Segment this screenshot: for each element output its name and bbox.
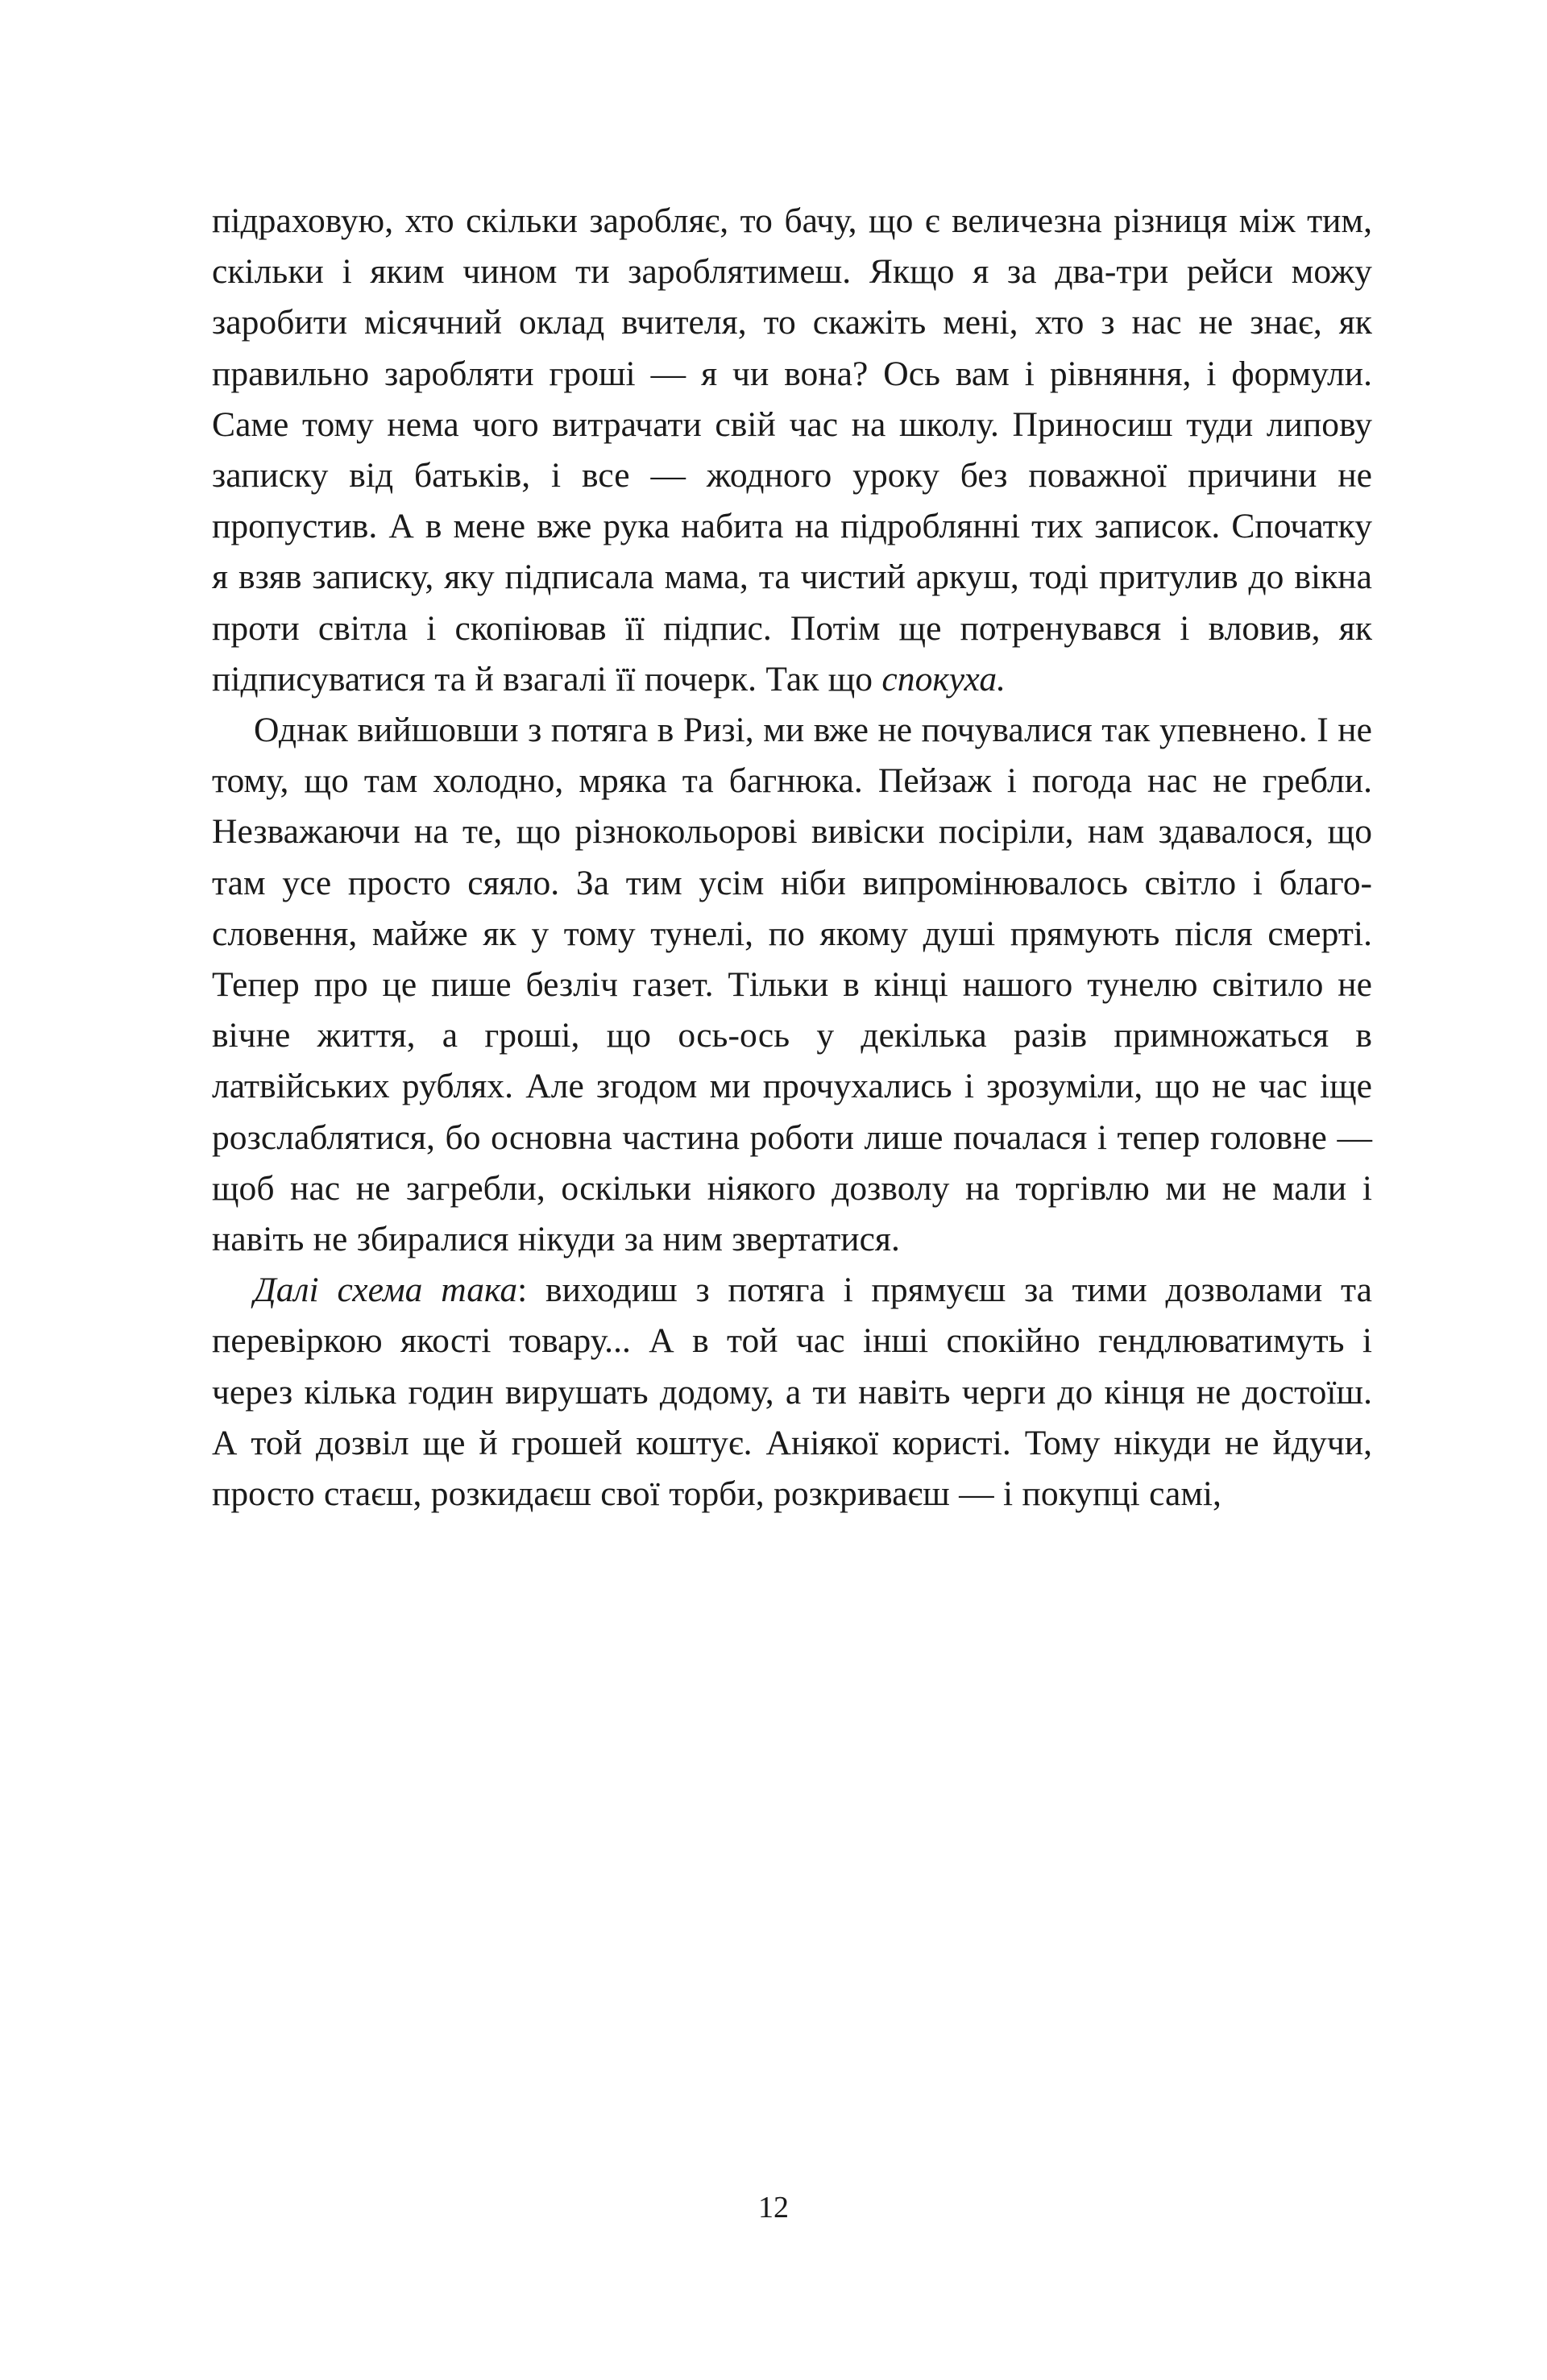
paragraph-run-italic: спокуха. (881, 659, 1006, 699)
paragraph-run-text: підраховую, хто скільки заробляє, то бачу, що є величезна різниця між тим, скільки і яким чином ти зароблятимеш. Якщо я за два-три рейси можу заробити місячний оклад вчителя, то скажіть мені, хто з нас не знає, як правильно заробляти гроші — я чи вона? Ось вам і рівняння, і формули. Саме тому нема чого витрачати свій час на школу. Приносиш туди липову записку від батьків, і все — жодного уроку без поважної причини не пропустив. А в мене вже рука набита на підроблянні тих записок. Спочатку я взяв записку, яку підписала мама, та чистий аркуш, тоді притулив до вікна проти світла і скопіював її підпис. Потім ще потренувався і вловив, як підписуватися та й взагалі її почерк. Так що (212, 201, 1372, 699)
paragraph-run-italic: Далі схема така (254, 1271, 518, 1310)
paragraph-body (212, 1265, 1372, 1520)
paragraph-run-text: Однак вийшовши з потяга в Ризі, ми вже не почувалися так упевнено. І не тому, що там холодно, мряка та багнюка. Пейзаж і погода нас не гребли. Незважаючи на те, що різнокольорові вивіски посіріли, нам здавалося, що там усе просто сяяло. За тим усім ніби випромінювалось світло і благословення, майже як у тому тунелі, по якому душі прямують після смерті. Тепер про це пише безліч газет. Тільки в кінці нашого тунелю світило не вічне життя, а гроші, що ось-ось у декілька разів примножаться в латвійських рублях. Але згодом ми прочухались і зрозуміли, що не час іще розслаблятися, бо основна частина роботи лише почалася і тепер головне — щоб нас не загребли, оскільки ніякого дозволу на торгівлю ми не мали і навіть не збиралися нікуди за ним звертатися. (212, 711, 1372, 1259)
paragraph-continued (212, 196, 1372, 705)
page-number: 12 (758, 2191, 789, 2225)
paragraph-body (212, 705, 1372, 1265)
paragraph-run-text: : виходиш з потяга і прямуєш за тими дозволами та перевіркою якості товару... А в той час інші спокійно гендлюватимуть і через кілька годин вирушать додому, а ти навіть черги до кінця не достоїш. А той дозвіл ще й грошей коштує. Аніякої користі. Тому нікуди не йдучи, просто стаєш, розкидаєш свої торби, розкриваєш — і покупці самі, (212, 1271, 1372, 1514)
page-text-body (212, 196, 1372, 1520)
